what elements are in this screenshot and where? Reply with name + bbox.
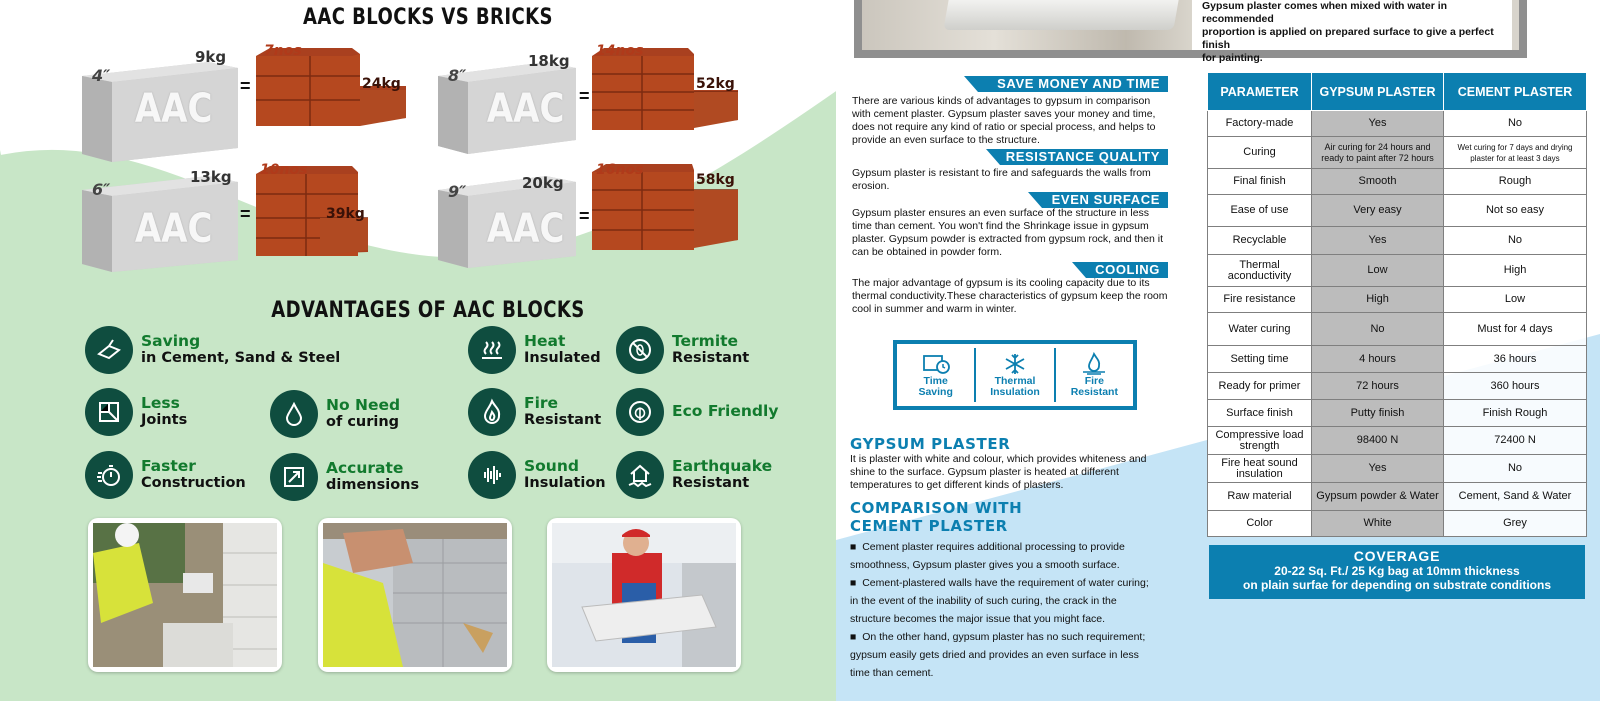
header-cement: CEMENT PLASTER [1444,73,1587,111]
table-row [1208,511,1587,537]
equals-sign: = [579,206,590,226]
heat-waves-icon [468,326,516,374]
advantage-subtitle: of curing [326,414,400,430]
gypsum-plaster-heading: GYPSUM PLASTER [850,435,1011,453]
brick-weight: 24kg [362,76,401,92]
advantage-fire [468,388,601,436]
photo-worker-carrying-block [547,518,741,672]
header-parameter: PARAMETER [1208,73,1312,111]
coverage-line1: 20-22 Sq. Ft./ 25 Kg bag at 10mm thickness [1274,564,1520,578]
equals-sign: = [240,204,251,224]
aac-label: AAC [486,206,565,252]
comparison-heading-line2: CEMENT PLASTER [850,517,1008,535]
gypsum-plaster-panel [836,0,1600,701]
advantage-subtitle: Resistant [524,412,602,428]
cell-cement: No [1444,227,1587,255]
brick-weight: 58kg [696,172,735,188]
cell-cement: 72400 N [1444,427,1587,455]
section-text-resistance: Gypsum plaster is resistant to fire and safeguards the walls from erosion. [852,167,1151,192]
brick-count: 14nos [596,43,644,59]
badge-line2: Insulation [990,386,1040,398]
table-row [1208,255,1587,287]
bullet-item: ■ Cement plaster requires additional processing to provide smoothness, Gypsum plaster gives you a smooth surface. [850,541,1125,571]
table-row [1208,111,1587,137]
cell-gypsum: Putty finish [1312,400,1444,427]
table-row [1208,169,1587,195]
brick-weight: 39kg [326,206,365,222]
cell-parameter: Fire heat sound insulation [1208,455,1312,483]
advantage-title: Accurate [326,459,404,477]
table-row [1208,400,1587,427]
cell-gypsum: Gypsum powder & Water [1312,483,1444,511]
cell-gypsum: High [1312,287,1444,313]
cell-cement: No [1444,455,1587,483]
aac-label: AAC [486,86,565,132]
resize-icon [270,453,318,501]
no-termite-icon [616,326,664,374]
advantage-subtitle: Construction [141,475,246,491]
section-text-even-surface: Gypsum plaster ensures an even surface of the structure in less time than cement. You won't find the Shrinkage issue in gypsum plaster. Gypsum powder is extracted from gypsum rock, and then it can be obtained in powder form. [852,207,1164,258]
cell-parameter: Ready for primer [1208,373,1312,400]
badge-fire-resistant [1056,348,1133,402]
table-row [1208,346,1587,373]
cell-parameter: Curing [1208,137,1312,169]
table-row [1208,287,1587,313]
advantage-title: Heat [524,332,566,350]
cell-cement: Must for 4 days [1444,313,1587,346]
trowel-icon [85,326,133,374]
cell-gypsum: 72 hours [1312,373,1444,400]
bullet-item: ■ Cement-plastered walls have the requirement of water curing; in the event of the inability of such curing, the crack in the structure becomes the major issue that you might face. [850,577,1149,625]
cell-parameter: Final finish [1208,169,1312,195]
table-row [1208,195,1587,227]
advantage-subtitle: Resistant [672,350,750,366]
cell-cement: High [1444,255,1587,287]
advantage-subtitle: dimensions [326,477,420,493]
section-heading-save-money: SAVE MONEY AND TIME [978,76,1168,92]
cell-gypsum: 4 hours [1312,346,1444,373]
advantage-title: Earthquake [672,457,773,475]
joints-icon [85,388,133,436]
badge-line2: Saving [918,386,953,398]
cell-gypsum: No [1312,313,1444,346]
photo-caption: Gypsum plaster comes when mixed with water in recommended proportion is applied on prepared surface to give a perfect finish for painting. [1192,0,1512,50]
section-text-cooling: The major advantage of gypsum is its cooling capacity due to its thermal conductivity.These characteristics of gypsum keep the room cool in summer and warm in winter. [852,277,1168,315]
table-row [1208,137,1587,169]
badge-line1: Time [923,375,948,387]
time-saving-icon [921,352,951,376]
advantage-subtitle: Insulation [524,475,606,491]
table-row [1208,373,1587,400]
advantage-subtitle: Joints [141,412,188,428]
advantage-sound [468,451,606,499]
block-size: 8″ [448,66,467,85]
cell-gypsum: Smooth [1312,169,1444,195]
comparison-8-inch [436,40,776,150]
comparison-4-inch [80,40,420,150]
advantage-faster [85,451,246,499]
cell-cement: Not so easy [1444,195,1587,227]
photo-worker-laying-blocks [88,518,282,672]
aac-weight: 20kg [522,174,564,192]
badge-line1: Fire [1084,375,1104,387]
brick-count: 10nos [260,162,308,178]
cell-gypsum: Yes [1312,455,1444,483]
block-size: 6″ [92,180,111,199]
comparison-heading-line1: COMPARISON WITH [850,499,1023,517]
gypsum-plaster-text: It is plaster with white and colour, which provides whiteness and shine to the surface. Gypsum plaster is heated at different temperatures to get different kinds of plasters. [850,453,1147,491]
badge-line2: Resistant [1070,386,1118,398]
cell-parameter: Ease of use [1208,195,1312,227]
cell-gypsum: 98400 N [1312,427,1444,455]
brick-count: 7nos [264,43,302,59]
table-row [1208,313,1587,346]
cell-parameter: Color [1208,511,1312,537]
cell-gypsum: Yes [1312,111,1444,137]
section-heading-even-surface: EVEN SURFACE [1042,192,1168,208]
advantage-earthquake [616,451,772,499]
advantage-title: Less [141,394,180,412]
cell-gypsum: Very easy [1312,195,1444,227]
house-quake-icon [616,451,664,499]
aac-weight: 13kg [190,168,232,186]
advantage-title: Faster [141,457,196,475]
bullet-item: ■ On the other hand, gypsum plaster has no such requirement; gypsum easily gets dried and provides an even surface in less time than cement. [850,631,1146,679]
badge-time-saving [897,348,976,402]
cell-parameter: Factory-made [1208,111,1312,137]
advantage-title: Fire [524,394,559,412]
comparison-bullets [850,538,1150,682]
equals-sign: = [240,76,251,96]
advantage-subtitle: Insulated [524,350,601,366]
advantage-no-curing [270,390,400,438]
leaf-icon [616,388,664,436]
cell-cement: Grey [1444,511,1587,537]
cell-cement: Cement, Sand & Water [1444,483,1587,511]
photo-worker-plastering [318,518,512,672]
advantage-saving [85,326,340,374]
cell-parameter: Recyclable [1208,227,1312,255]
cell-gypsum: Air curing for 24 hours and ready to paint after 72 hours [1312,137,1444,169]
cell-parameter: Setting time [1208,346,1312,373]
cell-cement: 360 hours [1444,373,1587,400]
aac-label: AAC [134,206,213,252]
flame-icon [468,388,516,436]
sound-wave-icon [468,451,516,499]
table-header-row [1208,73,1587,111]
cell-cement: Finish Rough [1444,400,1587,427]
advantage-title: Eco Friendly [672,401,779,420]
cell-parameter: Compressive load strength [1208,427,1312,455]
badge-line1: Thermal [994,375,1036,387]
comparison-6-inch [80,160,420,270]
cell-cement: Low [1444,287,1587,313]
coverage-line2: on plain surfae for depending on substrate conditions [1242,578,1551,592]
cell-cement: Rough [1444,169,1587,195]
advantage-subtitle: in Cement, Sand & Steel [141,350,341,366]
table-row [1208,455,1587,483]
cell-parameter: Thermal aconductivity [1208,255,1312,287]
cell-parameter: Surface finish [1208,400,1312,427]
stopwatch-icon [85,451,133,499]
badge-thermal-insulation [976,348,1055,402]
aac-label: AAC [134,86,213,132]
cell-gypsum: Yes [1312,227,1444,255]
section-heading-cooling: COOLING [1086,262,1168,278]
feature-badges [893,340,1137,410]
section-text-save-money: There are various kinds of advantages to gypsum in comparison with cement plaster. Gypsum plaster saves your money and time, does not require any kind of ratio or special process, and helps to provide an even surface to the structure. [852,95,1156,146]
brick-weight: 52kg [696,76,735,92]
advantage-joints [85,388,187,436]
advantage-accurate [270,453,419,501]
block-size: 9″ [448,182,467,201]
advantage-termite [616,326,749,374]
cell-parameter: Water curing [1208,313,1312,346]
header-gypsum: GYPSUM PLASTER [1312,73,1444,111]
advantage-eco [616,388,778,436]
aac-vs-bricks-title: AAC BLOCKS VS BRICKS [303,5,553,30]
advantage-subtitle: Resistant [672,475,750,491]
cell-gypsum: Low [1312,255,1444,287]
advantages-title: ADVANTAGES OF AAC BLOCKS [271,298,585,323]
advantage-title: Sound [524,457,579,475]
cell-gypsum: White [1312,511,1444,537]
section-heading-resistance: RESISTANCE QUALITY [1000,149,1168,165]
water-drop-icon [270,390,318,438]
aac-weight: 18kg [528,52,570,70]
comparison-9-inch [436,160,776,270]
advantage-title: Termite [672,332,739,350]
advantage-heat [468,326,601,374]
cell-parameter: Raw material [1208,483,1312,511]
aac-weight: 9kg [195,48,227,66]
block-size: 4″ [92,66,111,85]
table-row [1208,227,1587,255]
table-row [1208,483,1587,511]
cell-cement: No [1444,111,1587,137]
gypsum-vs-cement-table [1207,72,1587,537]
table-row [1208,427,1587,455]
cell-cement: Wet curing for 7 days and drying plaster for at least 3 days [1444,137,1587,169]
cell-cement: 36 hours [1444,346,1587,373]
coverage-title: COVERAGE [1353,548,1441,564]
trowel-image [943,0,1178,30]
coverage-box [1209,545,1585,599]
brick-count: 16nos [596,162,644,178]
thermal-insulation-icon [1000,352,1030,376]
plaster-application-photo [854,0,1527,64]
advantage-title: No Need [326,396,401,414]
fire-resistant-icon [1079,352,1109,376]
advantage-title: Saving [141,332,201,350]
equals-sign: = [579,86,590,106]
cell-parameter: Fire resistance [1208,287,1312,313]
